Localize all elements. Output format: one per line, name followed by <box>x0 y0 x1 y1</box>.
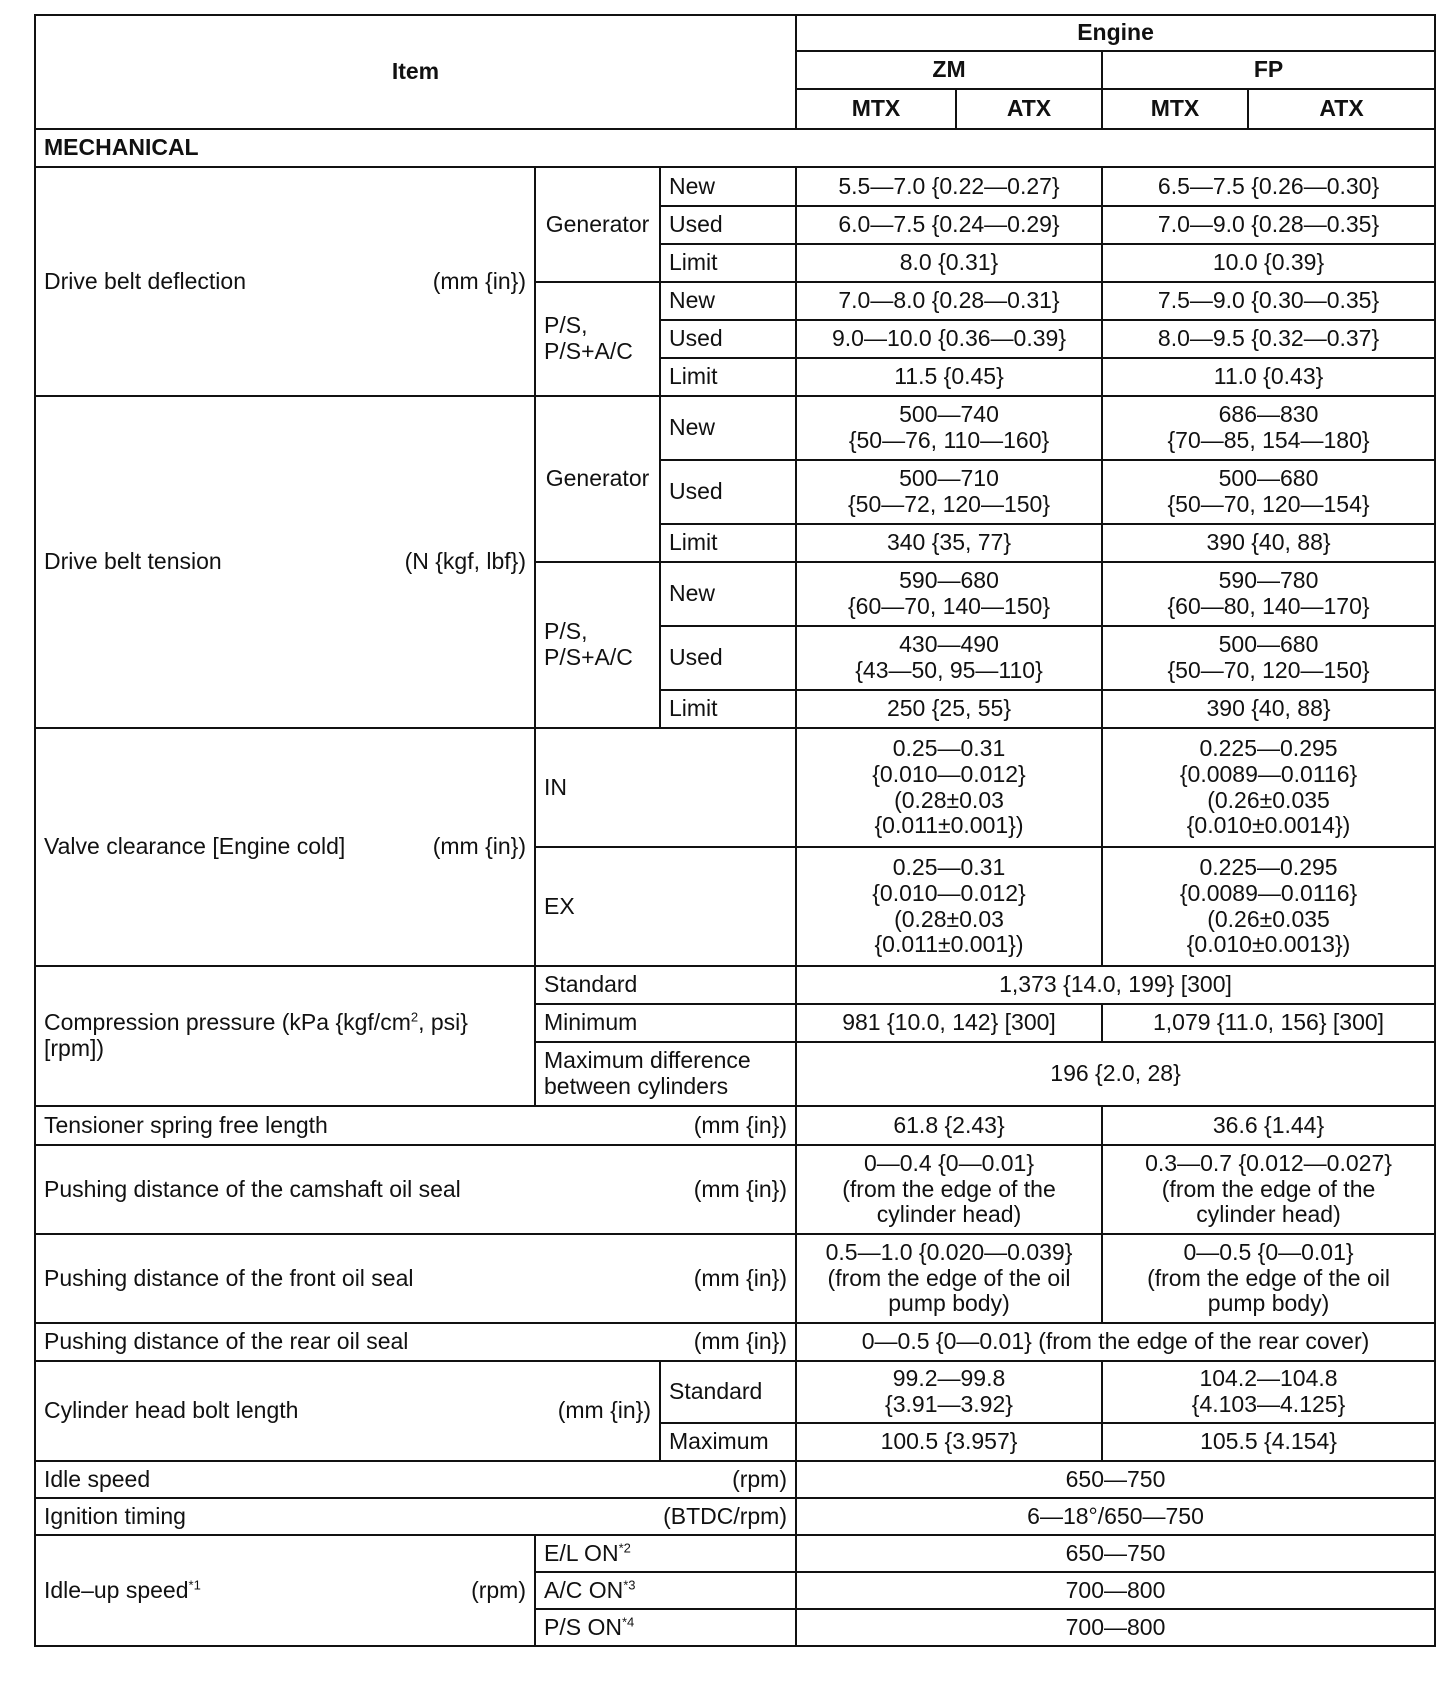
compression-label-b: , psi} [rpm]) <box>44 1009 468 1061</box>
idleup-el <box>535 1535 796 1572</box>
deflection-gen-limit-fp: 10.0 {0.39} <box>1102 244 1435 282</box>
spring-fp: 36.6 {1.44} <box>1102 1106 1435 1145</box>
fp-atx-header: ATX <box>1248 89 1435 129</box>
bolt-label-cell <box>35 1361 660 1461</box>
deflection-ps-new: New <box>660 282 796 320</box>
compression-label-a: Compression pressure (kPa {kgf/cm <box>44 1009 411 1036</box>
camseal-label: Pushing distance of the camshaft oil seal <box>44 1175 461 1202</box>
bolt-std-zm: 99.2—99.8 {3.91—3.92} <box>796 1361 1102 1423</box>
deflection-gen-used-fp: 7.0—9.0 {0.28—0.35} <box>1102 206 1435 244</box>
valve-label: Valve clearance [Engine cold] <box>44 833 346 860</box>
valve-ex: EX <box>535 847 796 966</box>
frontseal-unit: (mm {in}) <box>693 1264 787 1291</box>
idleup-ps-label: P/S ON <box>544 1613 622 1640</box>
tension-label-cell <box>35 396 535 728</box>
bolt-label: Cylinder head bolt length <box>44 1397 299 1424</box>
idleup-ac <box>535 1572 796 1609</box>
deflection-ps-limit: Limit <box>660 358 796 396</box>
compression-minimum: Minimum <box>535 1004 796 1042</box>
tension-gen-used-fp: 500—680 {50—70, 120—154} <box>1102 460 1435 524</box>
compression-min-fp: 1,079 {11.0, 156} [300] <box>1102 1004 1435 1042</box>
item-header: Item <box>35 15 796 129</box>
rearseal-unit: (mm {in}) <box>693 1328 787 1355</box>
tension-ps: P/S, P/S+A/C <box>535 562 660 728</box>
tension-label: Drive belt tension <box>44 548 222 575</box>
ignition-val: 6—18°/650—750 <box>796 1498 1435 1535</box>
deflection-gen-new: New <box>660 167 796 206</box>
tension-ps-new-zm: 590—680 {60—70, 140—150} <box>796 562 1102 626</box>
tension-gen-used-zm: 500—710 {50—72, 120—150} <box>796 460 1102 524</box>
ignition-label-cell <box>35 1498 796 1535</box>
tension-ps-used-fp: 500—680 {50—70, 120—150} <box>1102 626 1435 690</box>
zm-mtx-header: MTX <box>796 89 956 129</box>
idle-label: Idle speed <box>44 1465 151 1492</box>
idleup-el-label: E/L ON <box>544 1539 619 1566</box>
idle-val: 650—750 <box>796 1461 1435 1498</box>
bolt-standard: Standard <box>660 1361 796 1423</box>
tension-gen-limit: Limit <box>660 524 796 562</box>
tension-ps-limit-zm: 250 {25, 55} <box>796 690 1102 728</box>
tension-gen-limit-zm: 340 {35, 77} <box>796 524 1102 562</box>
frontseal-label: Pushing distance of the front oil seal <box>44 1264 414 1291</box>
idleup-el-sup: *2 <box>618 1539 631 1555</box>
spring-label: Tensioner spring free length <box>44 1111 328 1138</box>
camseal-label-cell <box>35 1145 796 1234</box>
rearseal-label-cell <box>35 1323 796 1361</box>
camseal-unit: (mm {in}) <box>693 1175 787 1202</box>
fp-header: FP <box>1102 51 1435 89</box>
spec-table <box>34 14 1436 1647</box>
bolt-max-zm: 100.5 {3.957} <box>796 1423 1102 1461</box>
idleup-ac-sup: *3 <box>623 1576 636 1592</box>
idle-unit: (rpm) <box>732 1465 787 1492</box>
idleup-label-cell <box>35 1535 535 1646</box>
compression-label-cell <box>35 966 535 1106</box>
frontseal-fp: 0—0.5 {0—0.01} (from the edge of the oil pump body) <box>1102 1234 1435 1323</box>
compression-min-zm: 981 {10.0, 142} [300] <box>796 1004 1102 1042</box>
section-mechanical: MECHANICAL <box>35 129 1435 167</box>
deflection-gen-used-zm: 6.0—7.5 {0.24—0.29} <box>796 206 1102 244</box>
compression-sup: 2 <box>410 1009 419 1025</box>
bolt-std-fp: 104.2—104.8 {4.103—4.125} <box>1102 1361 1435 1423</box>
idleup-ac-val: 700—800 <box>796 1572 1435 1609</box>
valve-in-fp: 0.225—0.295 {0.0089—0.0116} (0.26±0.035 {0.010±0.0014}) <box>1102 728 1435 847</box>
tension-gen-new-zm: 500—740 {50—76, 110—160} <box>796 396 1102 460</box>
zm-atx-header: ATX <box>956 89 1102 129</box>
deflection-gen-used: Used <box>660 206 796 244</box>
compression-standard-val: 1,373 {14.0, 199} [300] <box>796 966 1435 1004</box>
deflection-unit: (mm {in}) <box>432 267 526 294</box>
camseal-fp: 0.3—0.7 {0.012—0.027} (from the edge of the cylinder head) <box>1102 1145 1435 1234</box>
idleup-ac-label: A/C ON <box>544 1576 624 1603</box>
valve-in: IN <box>535 728 796 847</box>
engine-header: Engine <box>796 15 1435 51</box>
valve-unit: (mm {in}) <box>432 833 526 860</box>
zm-header: ZM <box>796 51 1102 89</box>
tension-gen-used: Used <box>660 460 796 524</box>
bolt-max-fp: 105.5 {4.154} <box>1102 1423 1435 1461</box>
valve-ex-zm: 0.25—0.31 {0.010—0.012} (0.28±0.03 {0.011±0.001}) <box>796 847 1102 966</box>
valve-ex-fp: 0.225—0.295 {0.0089—0.0116} (0.26±0.035 {0.010±0.0013}) <box>1102 847 1435 966</box>
compression-maxdiff: Maximum difference between cylinders <box>535 1042 796 1106</box>
idleup-label: Idle–up speed <box>44 1576 189 1603</box>
rearseal-label: Pushing distance of the rear oil seal <box>44 1328 409 1355</box>
deflection-ps-limit-zm: 11.5 {0.45} <box>796 358 1102 396</box>
deflection-ps-new-zm: 7.0—8.0 {0.28—0.31} <box>796 282 1102 320</box>
deflection-ps-used: Used <box>660 320 796 358</box>
compression-maxdiff-val: 196 {2.0, 28} <box>796 1042 1435 1106</box>
tension-gen-new: New <box>660 396 796 460</box>
tension-ps-limit-fp: 390 {40, 88} <box>1102 690 1435 728</box>
spring-unit: (mm {in}) <box>693 1111 787 1138</box>
valve-in-zm: 0.25—0.31 {0.010—0.012} (0.28±0.03 {0.011±0.001}) <box>796 728 1102 847</box>
deflection-ps-limit-fp: 11.0 {0.43} <box>1102 358 1435 396</box>
frontseal-zm: 0.5—1.0 {0.020—0.039} (from the edge of the oil pump body) <box>796 1234 1102 1323</box>
deflection-gen-new-fp: 6.5—7.5 {0.26—0.30} <box>1102 167 1435 206</box>
deflection-gen-limit: Limit <box>660 244 796 282</box>
deflection-ps-used-fp: 8.0—9.5 {0.32—0.37} <box>1102 320 1435 358</box>
deflection-gen-limit-zm: 8.0 {0.31} <box>796 244 1102 282</box>
spring-label-cell <box>35 1106 796 1145</box>
ignition-unit: (BTDC/rpm) <box>663 1502 787 1529</box>
spring-zm: 61.8 {2.43} <box>796 1106 1102 1145</box>
tension-ps-new: New <box>660 562 796 626</box>
tension-ps-used-zm: 430—490 {43—50, 95—110} <box>796 626 1102 690</box>
compression-standard: Standard <box>535 966 796 1004</box>
tension-gen-new-fp: 686—830 {70—85, 154—180} <box>1102 396 1435 460</box>
deflection-gen-new-zm: 5.5—7.0 {0.22—0.27} <box>796 167 1102 206</box>
idleup-ps-sup: *4 <box>621 1613 635 1629</box>
tension-gen-limit-fp: 390 {40, 88} <box>1102 524 1435 562</box>
idleup-ps-val: 700—800 <box>796 1609 1435 1646</box>
tension-ps-limit: Limit <box>660 690 796 728</box>
camseal-zm: 0—0.4 {0—0.01} (from the edge of the cylinder head) <box>796 1145 1102 1234</box>
bolt-maximum: Maximum <box>660 1423 796 1461</box>
bolt-unit: (mm {in}) <box>557 1397 651 1424</box>
idleup-ps <box>535 1609 796 1646</box>
ignition-label: Ignition timing <box>44 1502 186 1529</box>
idleup-el-val: 650—750 <box>796 1535 1435 1572</box>
deflection-generator: Generator <box>535 167 660 282</box>
tension-unit: (N {kgf, lbf}) <box>404 548 526 575</box>
tension-ps-used: Used <box>660 626 796 690</box>
frontseal-label-cell <box>35 1234 796 1323</box>
fp-mtx-header: MTX <box>1102 89 1248 129</box>
idleup-sup: *1 <box>188 1576 201 1592</box>
deflection-ps-new-fp: 7.5—9.0 {0.30—0.35} <box>1102 282 1435 320</box>
rearseal-val: 0—0.5 {0—0.01} (from the edge of the rear cover) <box>796 1323 1435 1361</box>
deflection-ps: P/S, P/S+A/C <box>535 282 660 396</box>
tension-generator: Generator <box>535 396 660 562</box>
idleup-unit: (rpm) <box>471 1576 526 1603</box>
deflection-ps-used-zm: 9.0—10.0 {0.36—0.39} <box>796 320 1102 358</box>
tension-ps-new-fp: 590—780 {60—80, 140—170} <box>1102 562 1435 626</box>
valve-label-cell <box>35 728 535 966</box>
deflection-label: Drive belt deflection <box>44 267 246 294</box>
deflection-label-cell <box>35 167 535 396</box>
idle-label-cell <box>35 1461 796 1498</box>
